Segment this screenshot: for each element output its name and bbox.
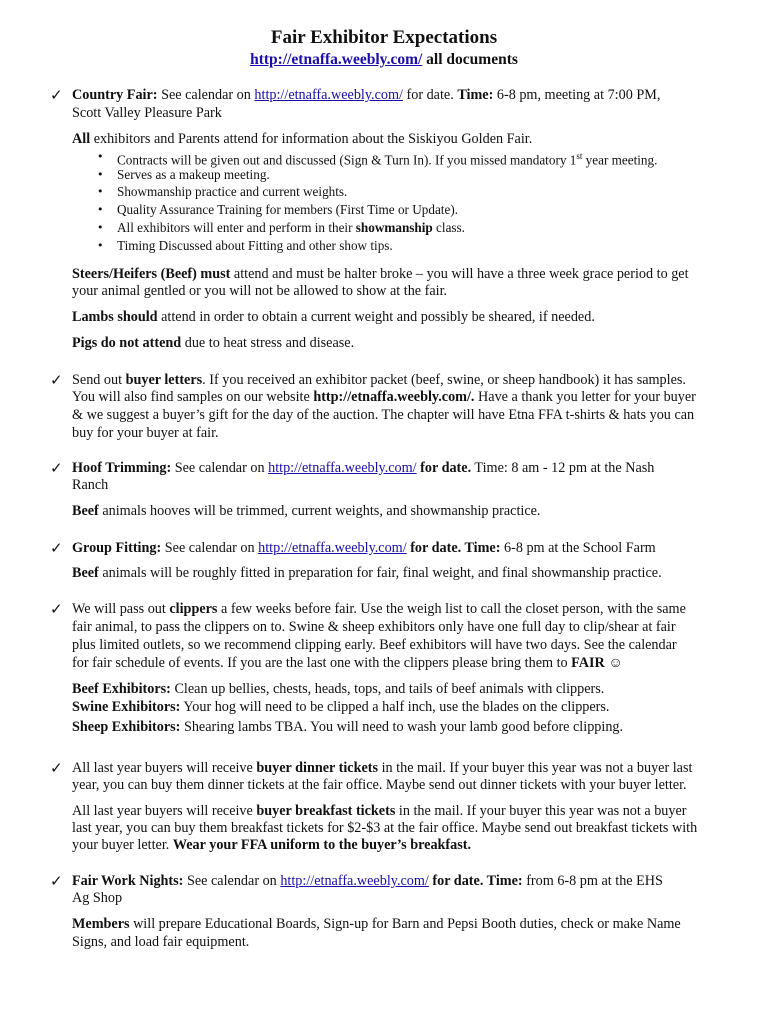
bullet-icon: • [97,239,104,252]
clippers-line-4: for fair schedule of events. If you are the last one with the clippers please bring them to FAIR ☺ [72,655,623,671]
bullet-icon: • [97,203,104,216]
pigs-text: Pigs do not attend due to heat stress and disease. [72,335,355,351]
list-item: Quality Assurance Training for members (First Time or Update). [117,202,459,217]
check-icon: ✓ [50,600,63,618]
page-title: Fair Exhibitor Expectations [270,27,498,48]
sheep-exhibitors-text: Sheep Exhibitors: Shearing lambs TBA. You will need to wash your lamb good before clipping. [72,719,624,735]
bullet-icon: • [97,168,104,181]
hoof-trimming-line-1: Hoof Trimming: See calendar on http://etnaffa.weebly.com/ for date. Time: 8 am - 12 pm at the Nash [72,460,655,476]
hoof-trimming-link[interactable]: http://etnaffa.weebly.com/ [268,460,417,476]
check-icon: ✓ [50,872,63,890]
hoof-beef-text: Beef animals hooves will be trimmed, current weights, and showmanship practice. [72,503,541,519]
bullet-icon: • [97,221,104,234]
buyer-letters-line-4: buy for your buyer at fair. [72,425,219,441]
group-fitting-beef-text: Beef animals will be roughly fitted in preparation for fair, final weight, and final showmanship practice. [72,565,662,581]
lambs-text: Lambs should attend in order to obtain a current weight and possibly be sheared, if needed. [72,309,595,325]
buyer-letters-line-3: & we suggest a buyer’s gift for the day of the auction. The chapter will have Etna FFA t-shirts & hats you can [72,407,695,423]
work-nights-link[interactable]: http://etnaffa.weebly.com/ [280,873,429,889]
check-icon: ✓ [50,371,63,389]
breakfast-tickets-line-1: All last year buyers will receive buyer breakfast tickets in the mail. If your buyer this year was not a buyer [72,803,687,819]
breakfast-tickets-line-2: last year, you can buy them breakfast tickets for $2-$3 at the fair office. Maybe send out breakfast tickets with [72,820,698,836]
members-text: Members will prepare Educational Boards, Sign-up for Barn and Pepsi Booth duties, check or make Name [72,916,681,932]
all-exhibitors-text: All exhibitors and Parents attend for information about the Siskiyou Golden Fair. [72,131,533,147]
check-icon: ✓ [50,539,63,557]
group-fitting-line-1: Group Fitting: See calendar on http://etnaffa.weebly.com/ for date. Time: 6-8 pm at the School Farm [72,540,656,556]
clippers-line-1: We will pass out clippers a few weeks before fair. Use the weigh list to call the closet person, with the same [72,601,686,617]
check-icon: ✓ [50,86,63,104]
steers-text: Steers/Heifers (Beef) must attend and must be halter broke – you will have a three week grace period to get [72,266,689,282]
check-icon: ✓ [50,759,63,777]
list-item: Showmanship practice and current weights. [117,184,348,199]
hoof-trimming-line-2: Ranch [72,477,109,493]
work-nights-line-2: Ag Shop [72,890,123,906]
breakfast-tickets-line-3: your buyer letter. Wear your FFA uniform to the buyer’s breakfast. [72,837,472,853]
clippers-line-2: fair animal, to pass the clippers on to. Swine & sheep exhibitors only have one full day to clip/shear at fair [72,619,676,635]
dinner-tickets-line-2: year, you can buy them dinner tickets at the fair office. Maybe send out dinner tickets with your buyer letter. [72,777,687,793]
group-fitting-link[interactable]: http://etnaffa.weebly.com/ [258,540,407,556]
check-icon: ✓ [50,459,63,477]
documents-link[interactable]: http://etnaffa.weebly.com/ [250,51,423,68]
clippers-line-3: plus limited outlets, so we recommend clipping early. Beef exhibitors will have two days. See the calendar [72,637,677,653]
list-item: Contracts will be given out and discussed (Sign & Turn In). If you missed mandatory 1st year meeting. [117,151,658,168]
buyer-letters-line-2: You will also find samples on our website http://etnaffa.weebly.com/. Have a thank you letter for your buyer [72,389,696,405]
beef-exhibitors-text: Beef Exhibitors: Clean up bellies, chests, heads, tops, and tails of beef animals with clippers. [72,681,605,697]
dinner-tickets-line-1: All last year buyers will receive buyer dinner tickets in the mail. If your buyer this year was not a buyer last [72,760,693,776]
list-item: Timing Discussed about Fitting and other show tips. [117,238,393,253]
smiley-icon: ☺ [608,655,623,671]
work-nights-line-1: Fair Work Nights: See calendar on http://etnaffa.weebly.com/ for date. Time: from 6-8 pm at the EHS [72,873,663,889]
list-item: All exhibitors will enter and perform in their showmanship class. [117,220,465,235]
buyer-letters-line-1: Send out buyer letters. If you received an exhibitor packet (beef, swine, or sheep handbook) it has samples. [72,372,686,388]
members-text-line-2: Signs, and load fair equipment. [72,934,250,950]
swine-exhibitors-text: Swine Exhibitors: Your hog will need to be clipped a half inch, use the blades on the clippers. [72,699,610,715]
country-fair-line-1: Country Fair: See calendar on http://etnaffa.weebly.com/ for date. Time: 6-8 pm, meeting at 7:00 PM, [72,87,661,103]
bullet-icon: • [97,185,104,198]
list-item: Serves as a makeup meeting. [117,167,270,182]
country-fair-line-2: Scott Valley Pleasure Park [72,105,222,121]
steers-text-line-2: your animal gentled or you will not be allowed to show at the fair. [72,283,448,299]
country-fair-link[interactable]: http://etnaffa.weebly.com/ [254,87,403,103]
page-subtitle: http://etnaffa.weebly.com/ all documents [250,51,518,68]
bullet-icon: • [97,150,104,163]
